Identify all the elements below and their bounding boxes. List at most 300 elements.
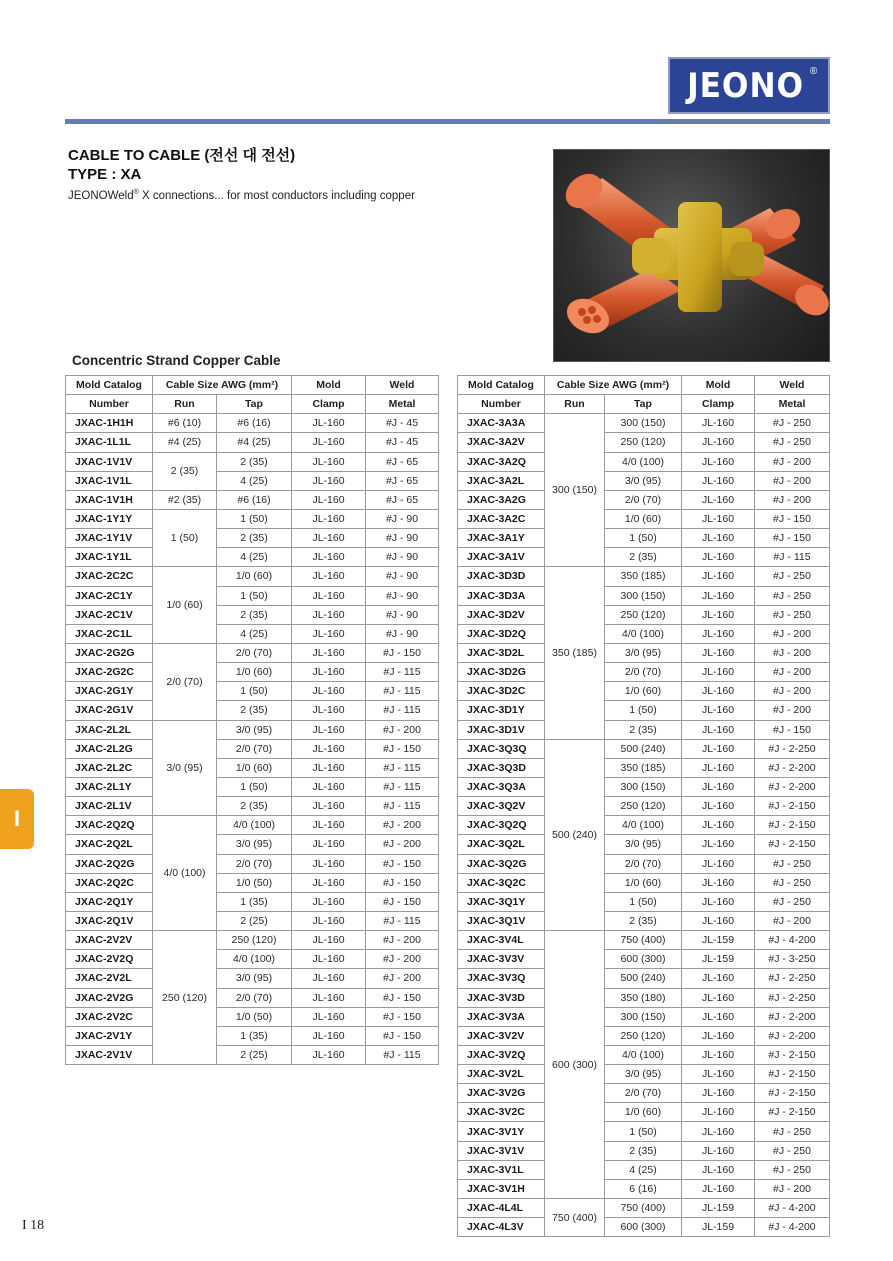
mold-clamp-cell: JL-160: [292, 490, 366, 509]
tap-size-cell: 1 (50): [217, 586, 292, 605]
mold-clamp-cell: JL-160: [292, 988, 366, 1007]
weld-metal-cell: #J - 115: [366, 758, 439, 777]
tap-size-cell: 2 (25): [217, 911, 292, 930]
tap-size-cell: 4/0 (100): [217, 950, 292, 969]
header-mold: Mold: [292, 376, 366, 395]
tap-size-cell: 1 (50): [605, 1122, 682, 1141]
table-row: [66, 797, 439, 816]
table-row: [66, 969, 439, 988]
table-row: [458, 911, 830, 930]
tap-size-cell: 350 (180): [605, 988, 682, 1007]
mold-clamp-cell: JL-160: [682, 1026, 755, 1045]
tap-size-cell: 2 (35): [605, 548, 682, 567]
table-row: [458, 758, 830, 777]
mold-clamp-cell: JL-160: [682, 854, 755, 873]
catalog-number-cell: JXAC-3A2Q: [458, 452, 545, 471]
mold-clamp-cell: JL-160: [682, 509, 755, 528]
catalog-number-cell: JXAC-3Q2C: [458, 873, 545, 892]
table-row: [66, 720, 439, 739]
table-row: [66, 1007, 439, 1026]
catalog-number-cell: JXAC-3D1Y: [458, 701, 545, 720]
mold-clamp-cell: JL-160: [682, 720, 755, 739]
catalog-number-cell: JXAC-3V2C: [458, 1103, 545, 1122]
catalog-number-cell: JXAC-2Q2G: [66, 854, 153, 873]
weld-metal-cell: #J - 200: [366, 816, 439, 835]
catalog-number-cell: JXAC-2G2C: [66, 663, 153, 682]
catalog-number-cell: JXAC-1H1H: [66, 414, 153, 433]
table-row: [66, 1045, 439, 1064]
table-row: [458, 969, 830, 988]
run-size-cell: 750 (400): [545, 1199, 605, 1237]
mold-clamp-cell: JL-160: [292, 529, 366, 548]
tap-size-cell: 3/0 (95): [605, 835, 682, 854]
header-run: Run: [153, 395, 217, 414]
weld-metal-cell: #J - 150: [366, 988, 439, 1007]
catalog-number-cell: JXAC-2V2Q: [66, 950, 153, 969]
tap-size-cell: 1 (50): [217, 682, 292, 701]
weld-metal-cell: #J - 250: [755, 1160, 830, 1179]
catalog-number-cell: JXAC-2C1Y: [66, 586, 153, 605]
weld-metal-cell: #J - 2-150: [755, 797, 830, 816]
logo-registered-mark: ®: [809, 66, 818, 77]
weld-metal-cell: #J - 90: [366, 586, 439, 605]
mold-clamp-cell: JL-160: [682, 816, 755, 835]
weld-metal-cell: #J - 2-150: [755, 835, 830, 854]
weld-metal-cell: #J - 2-250: [755, 969, 830, 988]
mold-clamp-cell: JL-160: [292, 777, 366, 796]
catalog-number-cell: JXAC-2L2G: [66, 739, 153, 758]
tap-size-cell: 1 (50): [605, 892, 682, 911]
table-row: [458, 414, 830, 433]
header-clamp: Clamp: [292, 395, 366, 414]
tap-size-cell: 300 (150): [605, 586, 682, 605]
mold-clamp-cell: JL-160: [682, 969, 755, 988]
tap-size-cell: 6 (16): [605, 1179, 682, 1198]
table-row: [458, 1084, 830, 1103]
tap-size-cell: 2/0 (70): [217, 739, 292, 758]
header-weld: Weld: [366, 376, 439, 395]
weld-metal-cell: #J - 90: [366, 529, 439, 548]
weld-metal-cell: #J - 115: [366, 1045, 439, 1064]
table-row: [458, 433, 830, 452]
mold-clamp-cell: JL-160: [682, 1007, 755, 1026]
product-photo: [553, 149, 830, 362]
weld-metal-cell: #J - 90: [366, 605, 439, 624]
catalog-number-cell: JXAC-3Q1Y: [458, 892, 545, 911]
weld-metal-cell: #J - 150: [366, 892, 439, 911]
table-row: [458, 471, 830, 490]
catalog-number-cell: JXAC-3Q1V: [458, 911, 545, 930]
catalog-number-cell: JXAC-2L1Y: [66, 777, 153, 796]
table-row: [66, 643, 439, 662]
catalog-number-cell: JXAC-3A1Y: [458, 529, 545, 548]
catalog-number-cell: JXAC-4L3V: [458, 1218, 545, 1237]
mold-clamp-cell: JL-160: [292, 835, 366, 854]
weld-metal-cell: #J - 200: [366, 835, 439, 854]
mold-clamp-cell: JL-160: [682, 452, 755, 471]
tap-size-cell: 2 (35): [217, 529, 292, 548]
weld-metal-cell: #J - 200: [755, 452, 830, 471]
tap-size-cell: 1 (50): [217, 777, 292, 796]
catalog-number-cell: JXAC-3D2C: [458, 682, 545, 701]
cable-connector-illustration: [554, 150, 830, 362]
catalog-number-cell: JXAC-3V1V: [458, 1141, 545, 1160]
catalog-number-cell: JXAC-1V1L: [66, 471, 153, 490]
mold-clamp-cell: JL-160: [682, 1179, 755, 1198]
tap-size-cell: 4/0 (100): [217, 816, 292, 835]
tap-size-cell: 1/0 (60): [605, 509, 682, 528]
catalog-number-cell: JXAC-3D2Q: [458, 624, 545, 643]
catalog-number-cell: JXAC-2C2C: [66, 567, 153, 586]
weld-metal-cell: #J - 3-250: [755, 950, 830, 969]
weld-metal-cell: #J - 115: [366, 777, 439, 796]
catalog-number-cell: JXAC-2L1V: [66, 797, 153, 816]
catalog-number-cell: JXAC-1Y1V: [66, 529, 153, 548]
table-row: [66, 624, 439, 643]
catalog-number-cell: JXAC-3V1Y: [458, 1122, 545, 1141]
table-row: [458, 739, 830, 758]
weld-metal-cell: #J - 200: [755, 663, 830, 682]
table-row: [66, 854, 439, 873]
mold-clamp-cell: JL-159: [682, 1218, 755, 1237]
table-row: [458, 1007, 830, 1026]
weld-metal-cell: #J - 115: [755, 548, 830, 567]
table-row: [458, 1199, 830, 1218]
spec-table-right: [457, 375, 830, 1237]
table-row: [458, 988, 830, 1007]
table-row: [458, 777, 830, 796]
catalog-number-cell: JXAC-1V1H: [66, 490, 153, 509]
mold-clamp-cell: JL-160: [682, 1084, 755, 1103]
mold-clamp-cell: JL-159: [682, 931, 755, 950]
mold-clamp-cell: JL-160: [292, 969, 366, 988]
table-row: [66, 548, 439, 567]
title-line-1: CABLE TO CABLE (전선 대 전선): [68, 147, 296, 164]
catalog-number-cell: JXAC-2Q1Y: [66, 892, 153, 911]
tap-size-cell: 1/0 (60): [217, 758, 292, 777]
table-row: [66, 663, 439, 682]
weld-metal-cell: #J - 250: [755, 892, 830, 911]
tap-size-cell: 2/0 (70): [217, 643, 292, 662]
tap-size-cell: 1/0 (60): [605, 682, 682, 701]
catalog-number-cell: JXAC-3V3Q: [458, 969, 545, 988]
weld-metal-cell: #J - 250: [755, 605, 830, 624]
mold-clamp-cell: JL-160: [292, 586, 366, 605]
mold-clamp-cell: JL-160: [682, 777, 755, 796]
weld-metal-cell: #J - 200: [755, 643, 830, 662]
weld-metal-cell: #J - 4-200: [755, 1199, 830, 1218]
table-row: [66, 931, 439, 950]
catalog-number-cell: JXAC-3D3D: [458, 567, 545, 586]
header-mold-catalog: Mold Catalog: [66, 376, 153, 395]
table-row: [458, 624, 830, 643]
table-row: [458, 605, 830, 624]
tap-size-cell: 2 (35): [217, 797, 292, 816]
mold-clamp-cell: JL-160: [292, 911, 366, 930]
tap-size-cell: 4/0 (100): [605, 1045, 682, 1064]
table-row: [66, 988, 439, 1007]
weld-metal-cell: #J - 200: [755, 701, 830, 720]
weld-metal-cell: #J - 115: [366, 663, 439, 682]
tap-size-cell: 4 (25): [217, 624, 292, 643]
catalog-number-cell: JXAC-1Y1L: [66, 548, 153, 567]
weld-metal-cell: #J - 4-200: [755, 1218, 830, 1237]
header-mold: Mold: [682, 376, 755, 395]
tap-size-cell: 3/0 (95): [217, 720, 292, 739]
tap-size-cell: 2 (35): [605, 720, 682, 739]
tap-size-cell: 3/0 (95): [605, 1065, 682, 1084]
mold-clamp-cell: JL-160: [682, 988, 755, 1007]
header-clamp: Clamp: [682, 395, 755, 414]
weld-metal-cell: #J - 200: [366, 720, 439, 739]
weld-metal-cell: #J - 200: [755, 911, 830, 930]
page-title: [68, 146, 295, 184]
weld-metal-cell: #J - 250: [755, 567, 830, 586]
tap-size-cell: #6 (16): [217, 490, 292, 509]
table-row: [66, 567, 439, 586]
table-row: [458, 931, 830, 950]
catalog-number-cell: JXAC-2V2G: [66, 988, 153, 1007]
mold-clamp-cell: JL-160: [682, 1103, 755, 1122]
table-row: [66, 682, 439, 701]
tap-size-cell: 4/0 (100): [605, 452, 682, 471]
weld-metal-cell: #J - 200: [755, 490, 830, 509]
catalog-number-cell: JXAC-3A3A: [458, 414, 545, 433]
mold-clamp-cell: JL-160: [682, 835, 755, 854]
weld-metal-cell: #J - 150: [755, 529, 830, 548]
tap-size-cell: 4 (25): [605, 1160, 682, 1179]
tap-size-cell: 3/0 (95): [217, 835, 292, 854]
table-row: [66, 816, 439, 835]
catalog-number-cell: JXAC-3V2Q: [458, 1045, 545, 1064]
weld-metal-cell: #J - 150: [366, 643, 439, 662]
catalog-number-cell: JXAC-3V2V: [458, 1026, 545, 1045]
header-tap: Tap: [605, 395, 682, 414]
table-row: [458, 1045, 830, 1064]
table-row: [458, 1103, 830, 1122]
catalog-number-cell: JXAC-3Q3D: [458, 758, 545, 777]
mold-clamp-cell: JL-160: [292, 739, 366, 758]
catalog-number-cell: JXAC-3D2G: [458, 663, 545, 682]
tap-size-cell: 1/0 (50): [217, 1007, 292, 1026]
catalog-number-cell: JXAC-2Q2L: [66, 835, 153, 854]
weld-metal-cell: #J - 150: [366, 1026, 439, 1045]
tap-size-cell: 2/0 (70): [217, 988, 292, 1007]
weld-metal-cell: #J - 150: [366, 873, 439, 892]
mold-clamp-cell: JL-160: [682, 739, 755, 758]
mold-clamp-cell: JL-160: [682, 1141, 755, 1160]
mold-clamp-cell: JL-160: [682, 490, 755, 509]
table-row: [458, 509, 830, 528]
mold-clamp-cell: JL-160: [292, 1007, 366, 1026]
mold-clamp-cell: JL-160: [292, 816, 366, 835]
table-row: [458, 529, 830, 548]
header-rule: [65, 119, 830, 124]
logo-text: JEONO: [686, 65, 804, 106]
mold-clamp-cell: JL-160: [292, 548, 366, 567]
weld-metal-cell: #J - 65: [366, 452, 439, 471]
tap-size-cell: 2 (35): [217, 605, 292, 624]
tap-size-cell: 1/0 (60): [605, 1103, 682, 1122]
tap-size-cell: 4 (25): [217, 471, 292, 490]
run-size-cell: 2 (35): [153, 452, 217, 490]
mold-clamp-cell: JL-160: [292, 509, 366, 528]
weld-metal-cell: #J - 45: [366, 433, 439, 452]
table-row: [66, 605, 439, 624]
weld-metal-cell: #J - 2-200: [755, 777, 830, 796]
run-size-cell: 500 (240): [545, 739, 605, 930]
catalog-number-cell: JXAC-2L2L: [66, 720, 153, 739]
catalog-number-cell: JXAC-2V2V: [66, 931, 153, 950]
weld-metal-cell: #J - 250: [755, 1141, 830, 1160]
weld-metal-cell: #J - 250: [755, 586, 830, 605]
catalog-number-cell: JXAC-3V2G: [458, 1084, 545, 1103]
table-row: [458, 1218, 830, 1237]
table-row: [66, 892, 439, 911]
tap-size-cell: 750 (400): [605, 1199, 682, 1218]
table-row: [458, 892, 830, 911]
mold-clamp-cell: JL-160: [682, 873, 755, 892]
catalog-number-cell: JXAC-2V2L: [66, 969, 153, 988]
table-row: [458, 873, 830, 892]
mold-clamp-cell: JL-160: [292, 758, 366, 777]
catalog-number-cell: JXAC-2C1L: [66, 624, 153, 643]
table-row: [66, 739, 439, 758]
mold-clamp-cell: JL-160: [292, 797, 366, 816]
weld-metal-cell: #J - 2-200: [755, 758, 830, 777]
weld-metal-cell: #J - 200: [366, 969, 439, 988]
tap-size-cell: 350 (185): [605, 758, 682, 777]
catalog-number-cell: JXAC-1V1V: [66, 452, 153, 471]
mold-clamp-cell: JL-160: [292, 433, 366, 452]
tap-size-cell: 250 (120): [605, 1026, 682, 1045]
tap-size-cell: 1 (35): [217, 892, 292, 911]
mold-clamp-cell: JL-160: [292, 1045, 366, 1064]
table-row: [66, 529, 439, 548]
catalog-number-cell: JXAC-2G2G: [66, 643, 153, 662]
table-row: [458, 682, 830, 701]
mold-clamp-cell: JL-160: [292, 643, 366, 662]
table-row: [458, 816, 830, 835]
mold-clamp-cell: JL-160: [292, 452, 366, 471]
tap-size-cell: 2 (25): [217, 1045, 292, 1064]
tap-size-cell: #4 (25): [217, 433, 292, 452]
weld-metal-cell: #J - 115: [366, 701, 439, 720]
table-row: [458, 854, 830, 873]
catalog-number-cell: JXAC-3Q2Q: [458, 816, 545, 835]
mold-clamp-cell: JL-160: [292, 471, 366, 490]
catalog-number-cell: JXAC-2L2C: [66, 758, 153, 777]
table-row: [458, 797, 830, 816]
weld-metal-cell: #J - 115: [366, 911, 439, 930]
tap-size-cell: 500 (240): [605, 739, 682, 758]
weld-metal-cell: #J - 90: [366, 624, 439, 643]
weld-metal-cell: #J - 65: [366, 490, 439, 509]
run-size-cell: 4/0 (100): [153, 816, 217, 931]
table-row: [458, 701, 830, 720]
catalog-number-cell: JXAC-2G1V: [66, 701, 153, 720]
catalog-number-cell: JXAC-3V1L: [458, 1160, 545, 1179]
weld-metal-cell: #J - 2-150: [755, 1045, 830, 1064]
weld-metal-cell: #J - 45: [366, 414, 439, 433]
weld-metal-cell: #J - 115: [366, 797, 439, 816]
tap-size-cell: 250 (120): [605, 797, 682, 816]
tap-size-cell: 250 (120): [605, 433, 682, 452]
header-metal: Metal: [366, 395, 439, 414]
table-row: [66, 1026, 439, 1045]
table-row: [458, 1141, 830, 1160]
table-row: [66, 490, 439, 509]
tap-size-cell: 250 (120): [605, 605, 682, 624]
catalog-number-cell: JXAC-2V1V: [66, 1045, 153, 1064]
section-title: Concentric Strand Copper Cable: [72, 353, 281, 368]
chapter-tab: I: [0, 789, 34, 849]
catalog-number-cell: JXAC-2Q2Q: [66, 816, 153, 835]
tap-size-cell: 2 (35): [605, 911, 682, 930]
mold-clamp-cell: JL-160: [292, 605, 366, 624]
tap-size-cell: 1 (50): [605, 701, 682, 720]
page-subtitle: JEONOWeld® X connections... for most conductors including copper: [68, 189, 415, 202]
header-cable-size: Cable Size AWG (mm²): [153, 376, 292, 395]
weld-metal-cell: #J - 90: [366, 567, 439, 586]
weld-metal-cell: #J - 250: [755, 873, 830, 892]
catalog-number-cell: JXAC-3V3D: [458, 988, 545, 1007]
weld-metal-cell: #J - 2-250: [755, 988, 830, 1007]
weld-metal-cell: #J - 150: [755, 509, 830, 528]
table-row: [458, 720, 830, 739]
weld-metal-cell: #J - 2-150: [755, 1065, 830, 1084]
tap-size-cell: 2 (35): [217, 452, 292, 471]
catalog-number-cell: JXAC-3Q3A: [458, 777, 545, 796]
header-weld: Weld: [755, 376, 830, 395]
table-row: [458, 950, 830, 969]
weld-metal-cell: #J - 150: [366, 1007, 439, 1026]
mold-clamp-cell: JL-160: [292, 931, 366, 950]
tap-size-cell: 2/0 (70): [217, 854, 292, 873]
mold-clamp-cell: JL-160: [682, 624, 755, 643]
mold-clamp-cell: JL-160: [682, 1045, 755, 1064]
mold-clamp-cell: JL-160: [292, 663, 366, 682]
run-size-cell: 300 (150): [545, 414, 605, 567]
table-row: [458, 452, 830, 471]
tap-size-cell: 2 (35): [217, 701, 292, 720]
table-row: [66, 835, 439, 854]
tap-size-cell: 750 (400): [605, 931, 682, 950]
weld-metal-cell: #J - 150: [366, 739, 439, 758]
weld-metal-cell: #J - 2-200: [755, 1026, 830, 1045]
table-row: [458, 1179, 830, 1198]
mold-clamp-cell: JL-160: [292, 624, 366, 643]
catalog-number-cell: JXAC-3V4L: [458, 931, 545, 950]
tap-size-cell: 1 (50): [217, 509, 292, 528]
run-size-cell: 600 (300): [545, 931, 605, 1199]
mold-clamp-cell: JL-160: [682, 605, 755, 624]
brand-logo: [668, 57, 830, 114]
tap-size-cell: 2/0 (70): [605, 490, 682, 509]
tap-size-cell: 4/0 (100): [605, 816, 682, 835]
mold-clamp-cell: JL-160: [292, 1026, 366, 1045]
weld-metal-cell: #J - 250: [755, 433, 830, 452]
table-row: [66, 471, 439, 490]
mold-clamp-cell: JL-160: [682, 529, 755, 548]
weld-metal-cell: #J - 200: [366, 950, 439, 969]
tap-size-cell: 3/0 (95): [217, 969, 292, 988]
weld-metal-cell: #J - 200: [755, 1179, 830, 1198]
catalog-number-cell: JXAC-3A2G: [458, 490, 545, 509]
run-size-cell: 350 (185): [545, 567, 605, 739]
weld-metal-cell: #J - 150: [755, 720, 830, 739]
catalog-number-cell: JXAC-3A2V: [458, 433, 545, 452]
